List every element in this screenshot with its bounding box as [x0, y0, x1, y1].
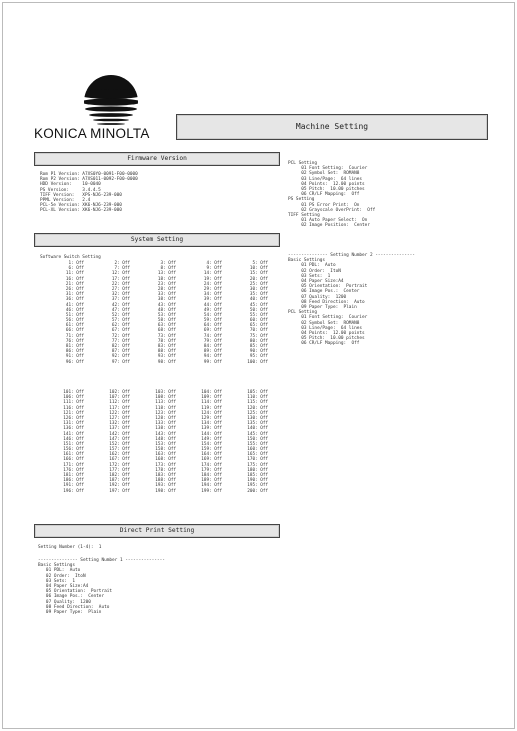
switch-cell: 178: Off	[155, 467, 176, 473]
switch-cell: 71: Off	[65, 333, 84, 339]
switch-cell: 30: Off	[249, 286, 268, 292]
switch-cell: 190: Off	[247, 478, 268, 484]
switch-cell: 29: Off	[203, 286, 222, 292]
machine-setting-line: TIFF Setting	[288, 213, 320, 219]
firmware-version-header: Firmware Version	[34, 152, 280, 166]
machine-setting-line: 05 Pitch: 10.00 pitches	[288, 187, 365, 193]
switch-cell: 92: Off	[111, 354, 130, 360]
switch-cell: 131: Off	[63, 421, 84, 427]
switch-cell: 127: Off	[109, 415, 130, 421]
firmware-line: PPML Version: 2.4	[40, 198, 91, 204]
machine-setting-header: Machine Setting	[176, 114, 488, 140]
direct-setting-line: 01 PDL: Auto	[38, 568, 81, 574]
direct-setting-line: 04 Paper Size:A4	[38, 584, 89, 590]
switch-cell: 33: Off	[157, 292, 176, 298]
switch-cell: 163: Off	[155, 452, 176, 458]
switch-cell: 40: Off	[249, 297, 268, 303]
switch-cell: 91: Off	[65, 354, 84, 360]
switch-cell: 106: Off	[63, 395, 84, 401]
switch-cell: 55: Off	[249, 312, 268, 318]
switch-cell: 14: Off	[203, 271, 222, 277]
switch-cell: 104: Off	[201, 390, 222, 395]
direct-setting-line: 07 Quality: 1200	[38, 599, 91, 605]
switch-cell: 22: Off	[111, 281, 130, 287]
switch-cell: 168: Off	[155, 457, 176, 463]
machine-settings-list-bottom	[288, 253, 415, 347]
switch-cell: 113: Off	[155, 400, 176, 406]
switch-cell: 159: Off	[201, 447, 222, 453]
switch-cell: 199: Off	[201, 488, 222, 494]
switch-cell: 102: Off	[109, 390, 130, 395]
switch-cell: 16: Off	[65, 276, 84, 282]
machine-setting-line: 01 Font Setting: Courier	[288, 166, 368, 172]
switch-cell: 179: Off	[201, 467, 222, 473]
machine-setting-line: 03 Sets: 1	[288, 273, 331, 279]
switch-cell: 84: Off	[203, 344, 222, 349]
direct-setting-line: 03 Sets: 1	[38, 578, 76, 584]
switch-cell: 134: Off	[201, 421, 222, 427]
switch-cell: 150: Off	[247, 436, 268, 442]
switch-cell: 119: Off	[201, 405, 222, 411]
switch-cell: 170: Off	[247, 457, 268, 463]
switch-cell: 49: Off	[203, 307, 222, 313]
switch-cell: 116: Off	[63, 405, 84, 411]
switch-cell: 51: Off	[65, 312, 84, 318]
switch-cell: 181: Off	[63, 473, 84, 478]
switch-cell: 174: Off	[201, 462, 222, 468]
switch-cell: 3: Off	[160, 261, 176, 266]
switch-cell: 167: Off	[109, 457, 130, 463]
switch-cell: 99: Off	[203, 359, 222, 365]
switch-cell: 36: Off	[65, 297, 84, 303]
system-setting-header: System Setting	[34, 233, 280, 247]
switch-cell: 171: Off	[63, 462, 84, 468]
switch-cell: 46: Off	[65, 307, 84, 313]
switch-cell: 20: Off	[249, 276, 268, 282]
switch-cell: 146: Off	[63, 436, 84, 442]
direct-setting-line: Basic Settings	[38, 563, 76, 569]
switch-cell: 63: Off	[157, 323, 176, 329]
switch-cell: 18: Off	[157, 276, 176, 282]
switch-cell: 23: Off	[157, 281, 176, 287]
switch-cell: 198: Off	[155, 488, 176, 494]
switch-cell: 12: Off	[111, 271, 130, 277]
switch-cell: 27: Off	[111, 286, 130, 292]
switch-cell: 10: Off	[249, 266, 268, 272]
firmware-line: PCL-5e Version: XK6-NJ6-239-000	[40, 203, 122, 209]
switch-cell: 78: Off	[157, 338, 176, 344]
machine-setting-line: 05 Orientation: Portrait	[288, 284, 368, 290]
switch-cell: 56: Off	[65, 318, 84, 324]
switch-cell: 151: Off	[63, 441, 84, 447]
switch-cell: 65: Off	[249, 323, 268, 329]
switch-cell: 196: Off	[63, 488, 84, 494]
software-switch-title: Software Switch Setting	[40, 255, 101, 260]
switch-cell: 155: Off	[247, 441, 268, 447]
switch-cell: 180: Off	[247, 467, 268, 473]
direct-setting-line: --------------- Setting Number 1 ---------------	[38, 558, 165, 563]
switch-cell: 169: Off	[201, 457, 222, 463]
switch-cell: 185: Off	[247, 473, 268, 478]
switch-cell: 73: Off	[157, 333, 176, 339]
switch-cell: 133: Off	[155, 421, 176, 427]
switch-cell: 121: Off	[63, 410, 84, 416]
switch-cell: 8: Off	[160, 266, 176, 272]
switch-cell: 177: Off	[109, 467, 130, 473]
switch-cell: 200: Off	[247, 488, 268, 494]
switch-cell: 147: Off	[109, 436, 130, 442]
switch-cell: 54: Off	[203, 312, 222, 318]
switch-cell: 58: Off	[157, 318, 176, 324]
machine-setting-line: 07 Quality: 1200	[288, 294, 347, 300]
firmware-line: Rom P1 Version: A7XS0Y0-0091-F00-0000	[40, 172, 138, 177]
switch-cell: 172: Off	[109, 462, 130, 468]
switch-cell: 138: Off	[155, 426, 176, 432]
switch-cell: 62: Off	[111, 323, 130, 329]
switch-cell: 182: Off	[109, 473, 130, 478]
machine-setting-line: 04 Points: 12.00 points	[288, 181, 365, 187]
switch-cell: 86: Off	[65, 349, 84, 355]
firmware-line: TIFF Version: XPS-NJ6-239-000	[40, 192, 122, 198]
switch-cell: 64: Off	[203, 323, 222, 329]
switch-cell: 1: Off	[68, 261, 84, 266]
switch-cell: 88: Off	[157, 349, 176, 355]
switch-cell: 19: Off	[203, 276, 222, 282]
switch-cell: 195: Off	[247, 483, 268, 489]
machine-setting-line: PCL Setting	[288, 310, 318, 316]
switch-cell: 47: Off	[111, 307, 130, 313]
switch-cell: 80: Off	[249, 338, 268, 344]
switch-cell: 90: Off	[249, 349, 268, 355]
switch-cell: 95: Off	[249, 354, 268, 360]
machine-setting-line: PCL Setting	[288, 161, 318, 166]
switch-cell: 183: Off	[155, 473, 176, 478]
machine-setting-line: 03 Line/Page: 64 lines	[288, 325, 363, 331]
switch-cell: 188: Off	[155, 478, 176, 484]
switch-cell: 125: Off	[247, 410, 268, 416]
switch-cell: 154: Off	[201, 441, 222, 447]
machine-setting-line: --------------- Setting Number 2 ---------------	[288, 253, 415, 258]
direct-setting-number: Setting Number (1-4): 1	[38, 545, 102, 550]
switch-cell: 139: Off	[201, 426, 222, 432]
switch-cell: 132: Off	[109, 421, 130, 427]
switch-cell: 75: Off	[249, 333, 268, 339]
switch-cell: 158: Off	[155, 447, 176, 453]
switch-cell: 124: Off	[201, 410, 222, 416]
machine-setting-line: 06 Image Pos.: Center	[288, 289, 360, 295]
switch-cell: 57: Off	[111, 318, 130, 324]
direct-print-setting-header: Direct Print Setting	[34, 524, 280, 538]
switch-cell: 120: Off	[247, 405, 268, 411]
switch-cell: 87: Off	[111, 349, 130, 355]
switch-cell: 37: Off	[111, 297, 130, 303]
machine-setting-line: 09 Paper Type: Plain	[288, 305, 357, 311]
switch-cell: 114: Off	[201, 400, 222, 406]
machine-setting-line: 03 Line/Page: 64 lines	[288, 176, 363, 182]
switch-cell: 77: Off	[111, 338, 130, 344]
switch-cell: 93: Off	[157, 354, 176, 360]
switch-cell: 39: Off	[203, 297, 222, 303]
machine-setting-line: 08 Feed Direction: Auto	[288, 299, 365, 305]
switch-cell: 137: Off	[109, 426, 130, 432]
switch-cell: 193: Off	[155, 483, 176, 489]
machine-setting-line: PS Setting	[288, 197, 315, 203]
switch-cell: 94: Off	[203, 354, 222, 360]
firmware-line: HDD Version: 10-0040	[40, 182, 101, 188]
switch-cell: 100: Off	[247, 359, 268, 365]
machine-setting-line: 02 Symbol Set: ROMAN8	[288, 171, 360, 177]
switch-cell: 53: Off	[157, 312, 176, 318]
switch-cell: 21: Off	[65, 281, 84, 287]
switch-cell: 24: Off	[203, 281, 222, 287]
switch-cell: 32: Off	[111, 292, 130, 298]
switch-cell: 4: Off	[206, 261, 222, 266]
switch-cell: 6: Off	[68, 266, 84, 272]
switch-cell: 186: Off	[63, 478, 84, 484]
switch-cell: 38: Off	[157, 297, 176, 303]
switch-cell: 135: Off	[247, 421, 268, 427]
switch-cell: 41: Off	[65, 302, 84, 308]
switch-cell: 82: Off	[111, 344, 130, 349]
switch-cell: 34: Off	[203, 292, 222, 298]
switch-cell: 103: Off	[155, 390, 176, 395]
machine-setting-line: 04 Paper Size:A4	[288, 279, 344, 285]
switch-cell: 161: Off	[63, 452, 84, 458]
switch-cell: 176: Off	[63, 467, 84, 473]
switch-cell: 142: Off	[109, 431, 130, 437]
direct-setting-line: 05 Orientation: Portrait	[38, 589, 113, 595]
switch-cell: 162: Off	[109, 452, 130, 458]
switch-cell: 69: Off	[203, 328, 222, 334]
machine-setting-line: 06 CR/LF Mapping: Off	[288, 341, 360, 347]
switch-cell: 26: Off	[65, 286, 84, 292]
switch-cell: 13: Off	[157, 271, 176, 277]
switch-cell: 59: Off	[203, 318, 222, 324]
switch-cell: 15: Off	[249, 271, 268, 277]
firmware-line: PCL-XL Version: XK6-NJ6-239-000	[40, 208, 122, 214]
direct-setting-line: 02 Order: ItoN	[38, 573, 86, 579]
switch-cell: 156: Off	[63, 447, 84, 453]
switch-cell: 101: Off	[63, 390, 84, 395]
machine-setting-line: 05 Pitch: 10.00 pitches	[288, 336, 365, 342]
direct-print-settings-list	[38, 558, 165, 615]
switch-cell: 117: Off	[109, 405, 130, 411]
switch-cell: 52: Off	[111, 312, 130, 318]
switch-cell: 112: Off	[109, 400, 130, 406]
switch-cell: 175: Off	[247, 462, 268, 468]
switch-cell: 141: Off	[63, 431, 84, 437]
switch-cell: 187: Off	[109, 478, 130, 484]
brand-name: KONICA MINOLTA	[34, 126, 150, 141]
switch-cell: 115: Off	[247, 400, 268, 406]
machine-setting-line: 04 Points: 12.00 points	[288, 331, 365, 337]
machine-setting-line: 02 Symbol Set: ROMAN8	[288, 320, 360, 326]
switch-cell: 35: Off	[249, 292, 268, 298]
switch-cell: 89: Off	[203, 349, 222, 355]
firmware-line: PS Version: 3.4.4.5	[40, 187, 101, 193]
switch-cell: 67: Off	[111, 328, 130, 334]
switch-cell: 97: Off	[111, 359, 130, 365]
machine-setting-line: 06 CR/LF Mapping: Off	[288, 192, 360, 198]
switch-cell: 123: Off	[155, 410, 176, 416]
firmware-version-list	[40, 172, 138, 214]
switch-cell: 166: Off	[63, 457, 84, 463]
switch-cell: 31: Off	[65, 292, 84, 298]
switch-cell: 72: Off	[111, 333, 130, 339]
direct-setting-line: 09 Paper Type: Plain	[38, 610, 102, 616]
switch-cell: 129: Off	[201, 415, 222, 421]
switch-cell: 74: Off	[203, 333, 222, 339]
machine-setting-line: 02 Grayscale OverPrint: Off	[288, 207, 376, 213]
switch-cell: 44: Off	[203, 302, 222, 308]
switch-cell: 70: Off	[249, 328, 268, 334]
switch-cell: 153: Off	[155, 441, 176, 447]
machine-setting-line: Basic Settings	[288, 258, 326, 264]
switch-cell: 126: Off	[63, 415, 84, 421]
switch-cell: 140: Off	[247, 426, 268, 432]
switch-cell: 105: Off	[247, 390, 268, 395]
switch-cell: 160: Off	[247, 447, 268, 453]
switch-cell: 191: Off	[63, 483, 84, 489]
switch-cell: 109: Off	[201, 395, 222, 401]
switch-cell: 11: Off	[65, 271, 84, 277]
direct-setting-line: 08 Feed Direction: Auto	[38, 604, 110, 610]
switch-cell: 61: Off	[65, 323, 84, 329]
machine-settings-list-top	[288, 161, 375, 229]
switch-cell: 143: Off	[155, 431, 176, 437]
switch-cell: 173: Off	[155, 462, 176, 468]
switch-cell: 66: Off	[65, 328, 84, 334]
switch-cell: 111: Off	[63, 400, 84, 406]
machine-setting-line: 01 PDL: Auto	[288, 263, 336, 269]
switch-cell: 28: Off	[157, 286, 176, 292]
switch-cell: 157: Off	[109, 447, 130, 453]
switch-cell: 152: Off	[109, 441, 130, 447]
switch-cell: 2: Off	[114, 261, 130, 266]
machine-setting-line: 01 Font Setting: Courier	[288, 315, 368, 321]
switch-cell: 42: Off	[111, 302, 130, 308]
switch-cell: 9: Off	[206, 266, 222, 272]
switch-cell: 197: Off	[109, 488, 130, 494]
machine-setting-line: 01 Auto Paper Select: On	[288, 218, 368, 224]
switch-cell: 148: Off	[155, 436, 176, 442]
firmware-line: Rom P2 Version: A7XS011-0092-F00-0000	[40, 177, 138, 183]
switch-cell: 85: Off	[249, 344, 268, 349]
switch-cell: 122: Off	[109, 410, 130, 416]
switch-cell: 17: Off	[111, 276, 130, 282]
switch-cell: 128: Off	[155, 415, 176, 421]
switch-cell: 130: Off	[247, 415, 268, 421]
switch-cell: 96: Off	[65, 359, 84, 365]
switch-cell: 5: Off	[252, 261, 268, 266]
machine-setting-line: 02 Image Position: Center	[288, 223, 370, 229]
switch-cell: 145: Off	[247, 431, 268, 437]
switch-cell: 194: Off	[201, 483, 222, 489]
switch-cell: 83: Off	[157, 344, 176, 349]
switch-cell: 43: Off	[157, 302, 176, 308]
switch-cell: 7: Off	[114, 266, 130, 272]
switch-cell: 165: Off	[247, 452, 268, 458]
switch-cell: 108: Off	[155, 395, 176, 401]
switch-cell: 25: Off	[249, 281, 268, 287]
switch-cell: 118: Off	[155, 405, 176, 411]
switch-cell: 184: Off	[201, 473, 222, 478]
switch-cell: 81: Off	[65, 344, 84, 349]
switch-cell: 79: Off	[203, 338, 222, 344]
switch-cell: 48: Off	[157, 307, 176, 313]
switch-cell: 107: Off	[109, 395, 130, 401]
switch-cell: 45: Off	[249, 302, 268, 308]
switch-cell: 192: Off	[109, 483, 130, 489]
direct-setting-line: 06 Image Pos.: Center	[38, 594, 105, 600]
switch-cell: 68: Off	[157, 328, 176, 334]
switch-cell: 50: Off	[249, 307, 268, 313]
switch-cell: 149: Off	[201, 436, 222, 442]
switch-cell: 189: Off	[201, 478, 222, 484]
switch-cell: 144: Off	[201, 431, 222, 437]
switch-cell: 98: Off	[157, 359, 176, 365]
switch-cell: 164: Off	[201, 452, 222, 458]
switch-cell: 76: Off	[65, 338, 84, 344]
switch-cell: 60: Off	[249, 318, 268, 324]
machine-setting-line: 02 Order: ItoN	[288, 268, 341, 274]
switch-cell: 136: Off	[63, 426, 84, 432]
machine-setting-line: 01 PS Error Print: On	[288, 202, 360, 208]
switch-cell: 110: Off	[247, 395, 268, 401]
